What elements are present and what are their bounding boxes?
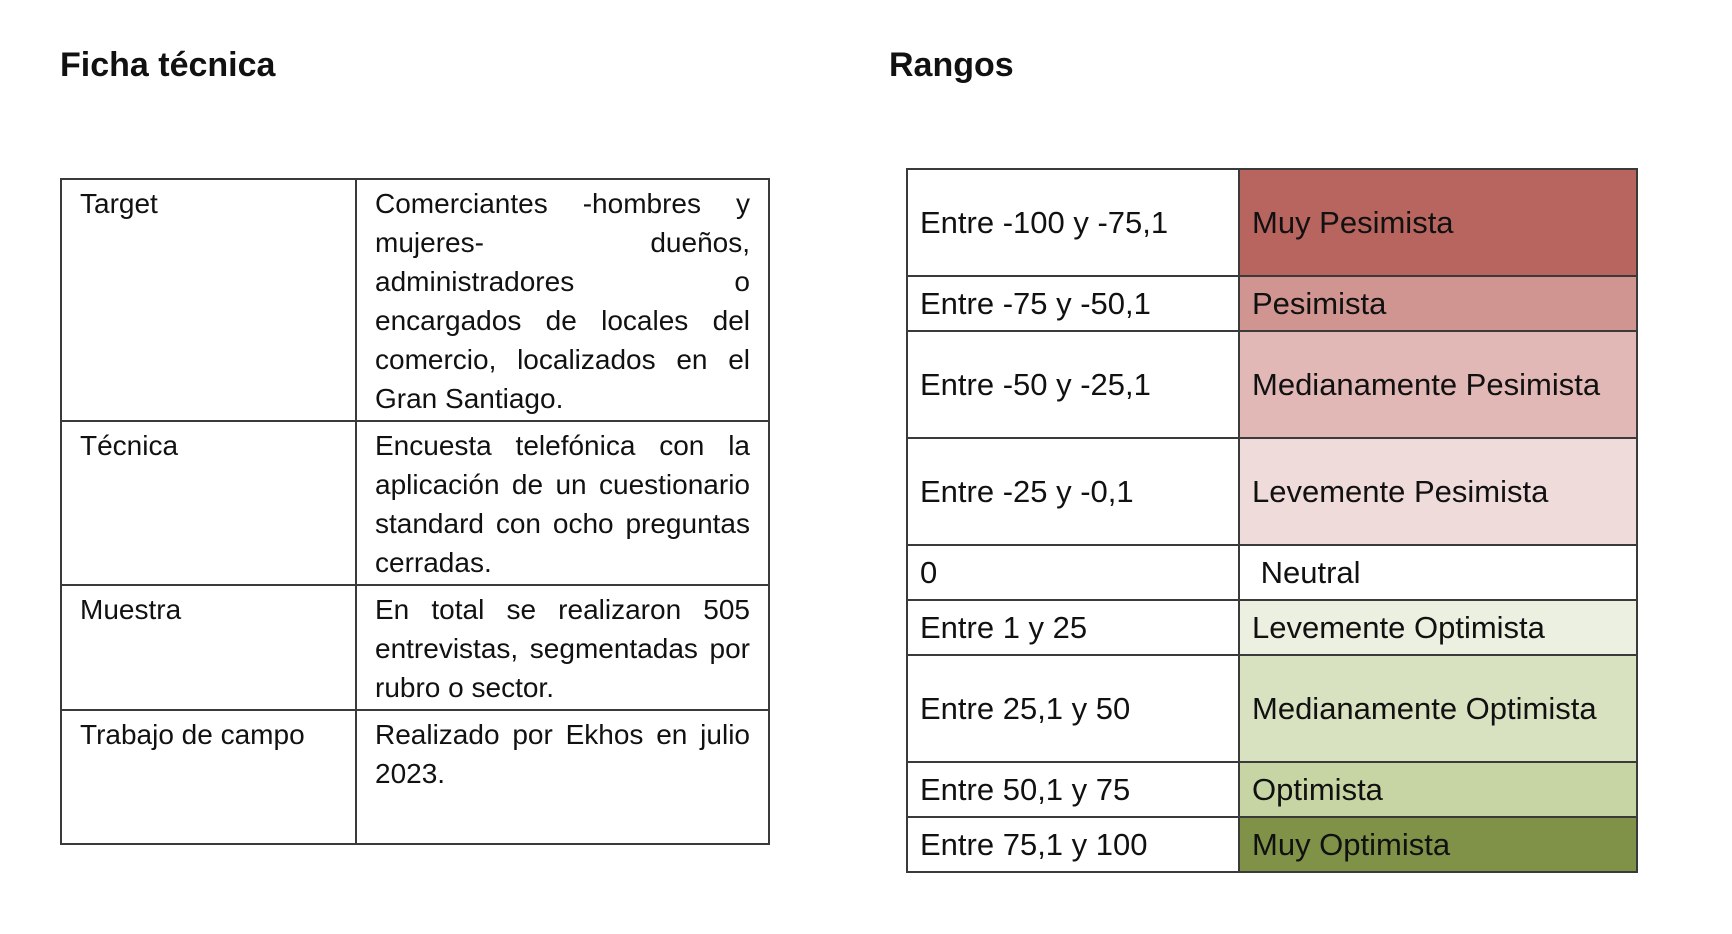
ficha-value: Realizado por Ekhos en julio 2023. <box>356 710 769 844</box>
ficha-tecnica-title: Ficha técnica <box>60 46 276 84</box>
ficha-value: Encuesta telefónica con la aplicación de un cuestionario standard con ocho preguntas cerradas. <box>356 421 769 585</box>
rango-range: 0 <box>907 545 1239 600</box>
ficha-row-target <box>61 179 769 421</box>
rango-row <box>907 169 1637 276</box>
rango-range: Entre -50 y -25,1 <box>907 331 1239 438</box>
rangos-title: Rangos <box>889 46 1014 84</box>
rangos-table <box>906 168 1638 873</box>
rango-row <box>907 438 1637 545</box>
ficha-row-muestra <box>61 585 769 710</box>
rango-label: Pesimista <box>1239 276 1637 331</box>
rango-label: Muy Pesimista <box>1239 169 1637 276</box>
ficha-label: Trabajo de campo <box>61 710 356 844</box>
rango-label: Neutral <box>1239 545 1637 600</box>
ficha-label: Muestra <box>61 585 356 710</box>
rango-range: Entre 1 y 25 <box>907 600 1239 655</box>
rango-row <box>907 817 1637 872</box>
ficha-tecnica-table <box>60 178 770 845</box>
rango-range: Entre -75 y -50,1 <box>907 276 1239 331</box>
rango-row <box>907 331 1637 438</box>
ficha-label: Técnica <box>61 421 356 585</box>
rango-row <box>907 545 1637 600</box>
rango-row <box>907 655 1637 762</box>
rango-row <box>907 762 1637 817</box>
ficha-label: Target <box>61 179 356 421</box>
rango-row <box>907 600 1637 655</box>
rango-label: Optimista <box>1239 762 1637 817</box>
rango-row <box>907 276 1637 331</box>
rango-label: Muy Optimista <box>1239 817 1637 872</box>
rango-range: Entre -100 y -75,1 <box>907 169 1239 276</box>
rango-label: Medianamente Pesimista <box>1239 331 1637 438</box>
ficha-row-tecnica <box>61 421 769 585</box>
rango-label: Levemente Pesimista <box>1239 438 1637 545</box>
rango-label: Levemente Optimista <box>1239 600 1637 655</box>
ficha-value: En total se realizaron 505 entrevistas, segmentadas por rubro o sector. <box>356 585 769 710</box>
rango-range: Entre 25,1 y 50 <box>907 655 1239 762</box>
rango-label: Medianamente Optimista <box>1239 655 1637 762</box>
ficha-value: Comerciantes -hombres y mujeres- dueños, administradores o encargados de locales del comercio, localizados en el Gran Santiago. <box>356 179 769 421</box>
ficha-row-trabajo-de-campo <box>61 710 769 844</box>
rango-range: Entre -25 y -0,1 <box>907 438 1239 545</box>
rango-range: Entre 50,1 y 75 <box>907 762 1239 817</box>
rango-range: Entre 75,1 y 100 <box>907 817 1239 872</box>
